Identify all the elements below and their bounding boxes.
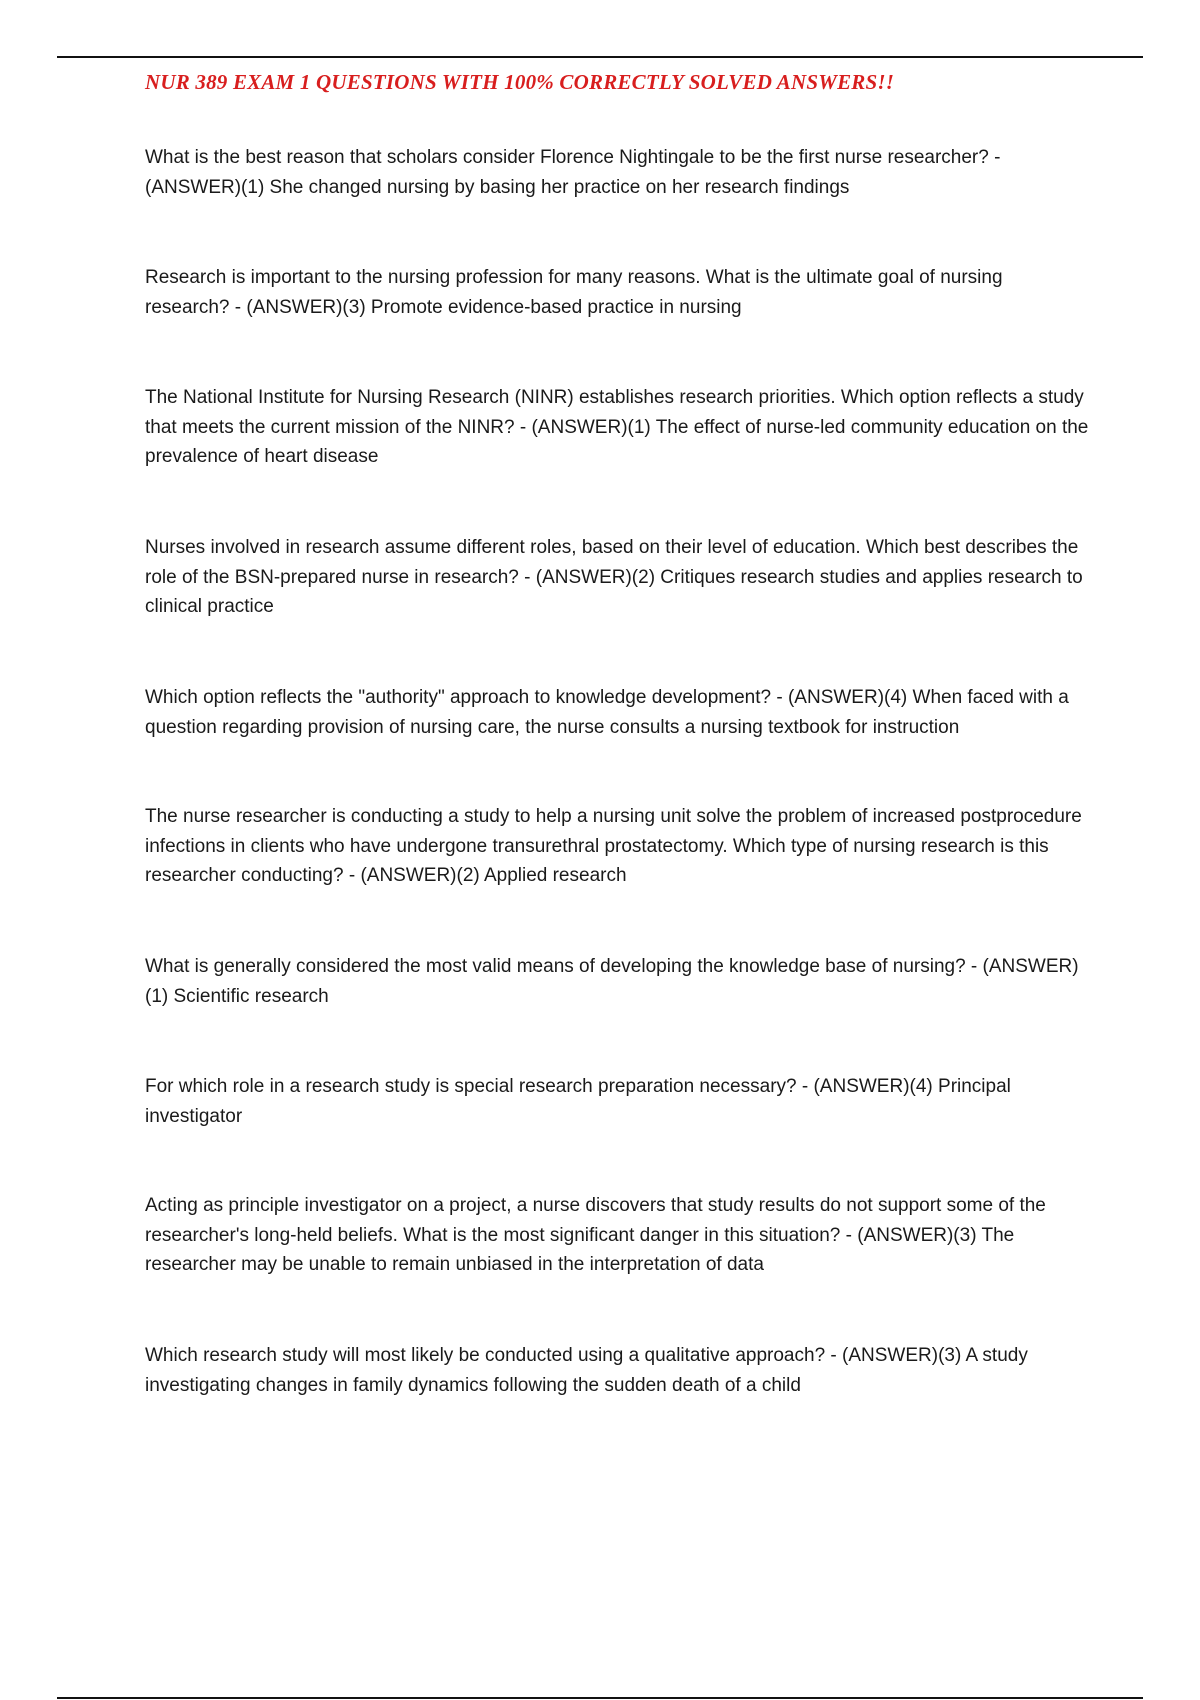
qa-item-9: Acting as principle investigator on a project, a nurse discovers that study results do not support some of the researcher's long-held beliefs. What is the most significant danger in this situation? - (ANSWER)(3) The researcher may be unable to remain unbiased in the interpretation of data (145, 1195, 1046, 1275)
qa-item-1: What is the best reason that scholars consider Florence Nightingale to be the first nurse researcher? - (ANSWER)(1) She changed nursing by basing her practice on her research findings (145, 147, 1001, 198)
qa-item-2: Research is important to the nursing profession for many reasons. What is the ultimate goal of nursing research? - (ANSWER)(3) Promote evidence-based practice in nursing (145, 267, 1003, 318)
qa-item-6: The nurse researcher is conducting a study to help a nursing unit solve the problem of increased postprocedure infections in clients who have undergone transurethral prostatectomy. Which type of nursing research is this researcher conducting? - (ANSWER)(2) Applied research (145, 806, 1082, 886)
qa-item-5: Which option reflects the "authority" approach to knowledge development? - (ANSWER)(4) When faced with a question regarding provision of nursing care, the nurse consults a nursing textbook for instruction (145, 687, 1069, 738)
document-title: NUR 389 EXAM 1 QUESTIONS WITH 100% CORRECTLY SOLVED ANSWERS!! (145, 70, 895, 94)
qa-item-8: For which role in a research study is special research preparation necessary? - (ANSWER)(4) Principal investigator (145, 1076, 1011, 1127)
qa-item-7: What is generally considered the most valid means of developing the knowledge base of nursing? - (ANSWER)(1) Scientific research (145, 956, 1079, 1007)
qa-item-3: The National Institute for Nursing Research (NINR) establishes research priorities. Which option reflects a study that meets the current mission of the NINR? - (ANSWER)(1) The effect of nurse-led community education on the prevalence of heart disease (145, 387, 1089, 467)
qa-item-10: Which research study will most likely be conducted using a qualitative approach? - (ANSWER)(3) A study investigating changes in family dynamics following the sudden death of a child (145, 1345, 1028, 1396)
qa-item-4: Nurses involved in research assume different roles, based on their level of education. Which best describes the role of the BSN-prepared nurse in research? - (ANSWER)(2) Critiques research studies and applies research to clinical practice (145, 537, 1083, 617)
bottom-divider (57, 1697, 1143, 1699)
top-divider (57, 56, 1143, 58)
